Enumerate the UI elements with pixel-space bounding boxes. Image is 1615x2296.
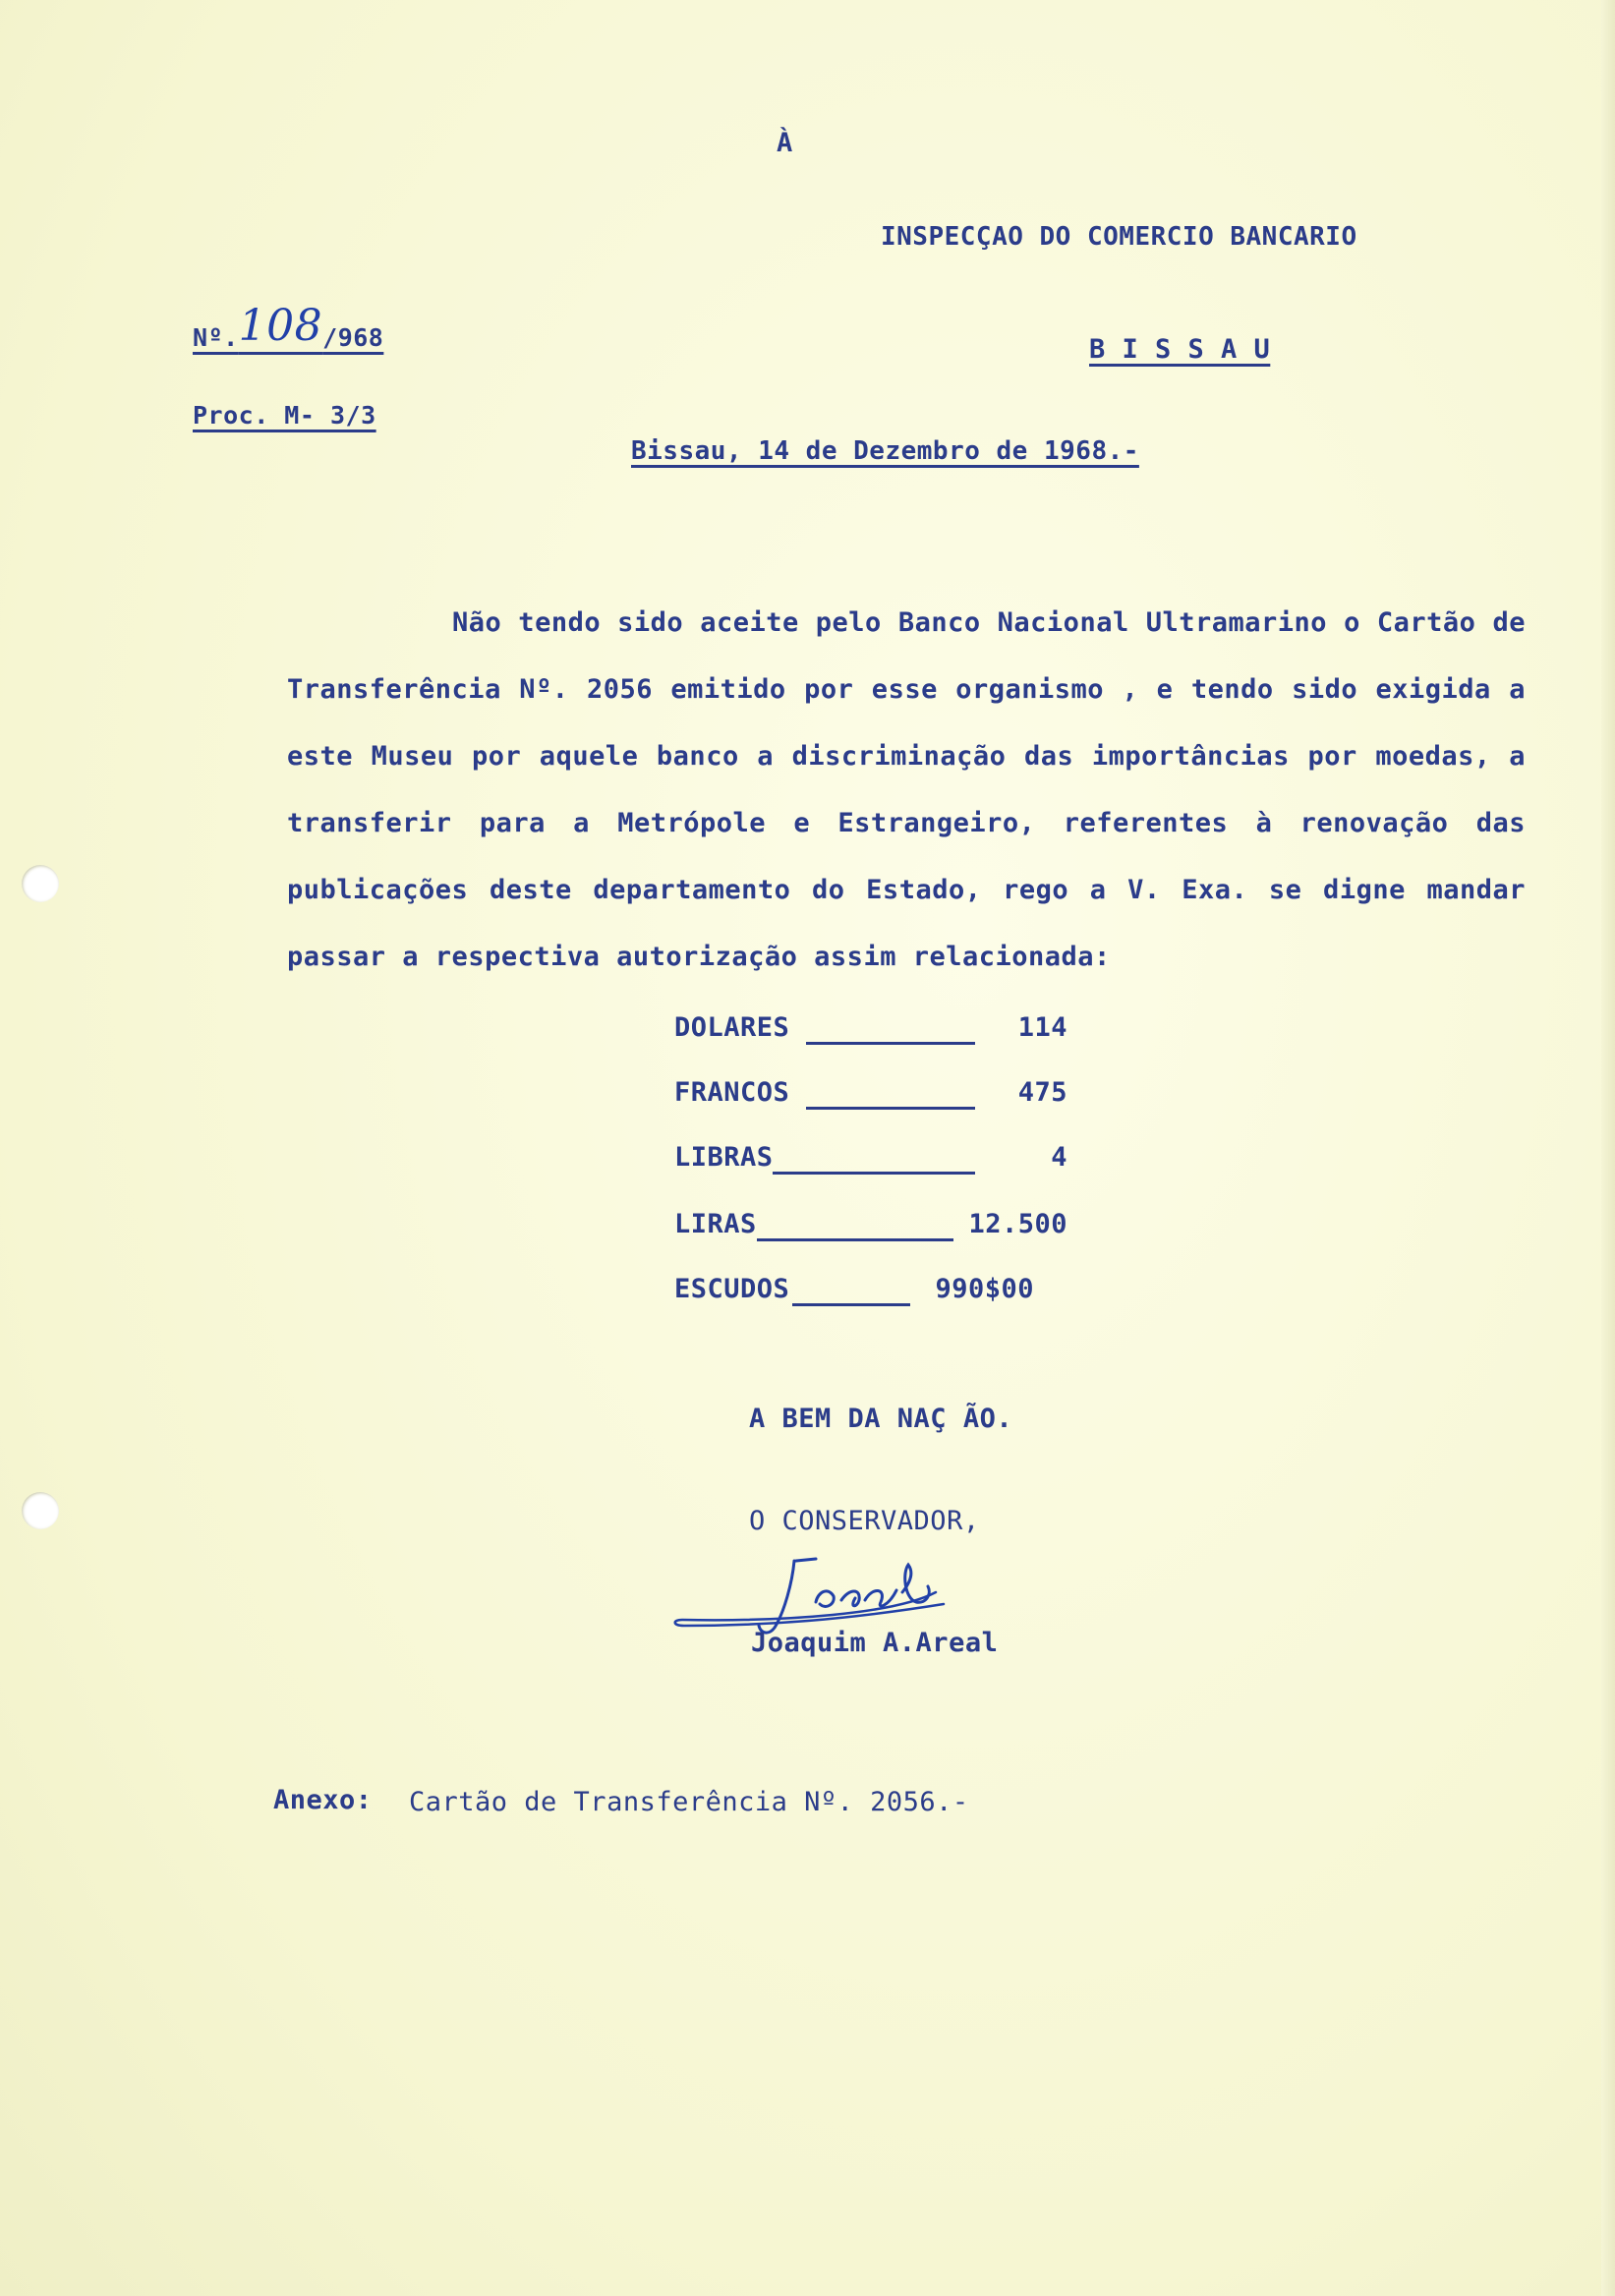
currency-leader-line [806,1107,975,1110]
reference-number [193,301,384,357]
addressee: INSPECÇAO DO COMERCIO BANCARIO [881,222,1357,252]
process-reference: Proc. M- 3/3 [193,401,376,430]
city: B I S S A U [1089,334,1271,365]
currency-amount: 4 [1051,1142,1067,1173]
annex-label: Anexo: [273,1785,373,1815]
currency-row [674,1274,1067,1313]
currency-row [674,1142,1067,1181]
closing-salutation: A BEM DA NAÇ ÃO. [749,1404,1013,1434]
currency-name: DOLARES [674,1012,790,1043]
reference-prefix: Nº. [193,323,239,352]
punch-hole-bottom [22,1492,59,1529]
body-paragraph: Não tendo sido aceite pelo Banco Nacional Ultramarino o Cartão de Transferência Nº. 2056 emitido por esse organismo , e tendo sido exigida a este Museu por aquele banco a discriminação das importâncias por moedas, a transferir para a Metrópole e Estrangeiro, referentes à renovação das publicações deste departamento do Estado, rego a V. Exa. se digne mandar passar a respectiva autorização assim relacionada: [287,607,1526,972]
currency-leader-line [757,1238,953,1241]
currency-leader-line [792,1303,910,1306]
punch-hole-top [22,865,59,902]
reference-suffix: /968 [322,323,384,352]
currency-name: LIBRAS [674,1142,774,1173]
currency-leader-line [773,1172,975,1175]
addressee-prefix: À [777,128,793,158]
reference-handwritten: 108 [238,301,323,351]
signatory-name: Joaquim A.Areal [751,1628,999,1658]
currency-row [674,1209,1067,1248]
currency-amount: 475 [1017,1077,1067,1108]
currency-name: ESCUDOS [674,1274,790,1304]
currency-amount: 990$00 [935,1274,1034,1304]
currency-row [674,1012,1067,1052]
page-edge [1601,0,1615,2296]
date-text: Bissau, 14 de Dezembro de 1968.- [631,436,1139,466]
annex-text: Cartão de Transferência Nº. 2056.- [409,1787,969,1817]
currency-row [674,1077,1067,1117]
signatory-title: O CONSERVADOR, [749,1506,980,1536]
currency-leader-line [806,1042,975,1045]
currency-amount: 114 [1017,1012,1067,1043]
currency-name: LIRAS [674,1209,757,1239]
date-line [631,436,1139,466]
currency-name: FRANCOS [674,1077,790,1108]
currency-amount: 12.500 [968,1209,1067,1239]
